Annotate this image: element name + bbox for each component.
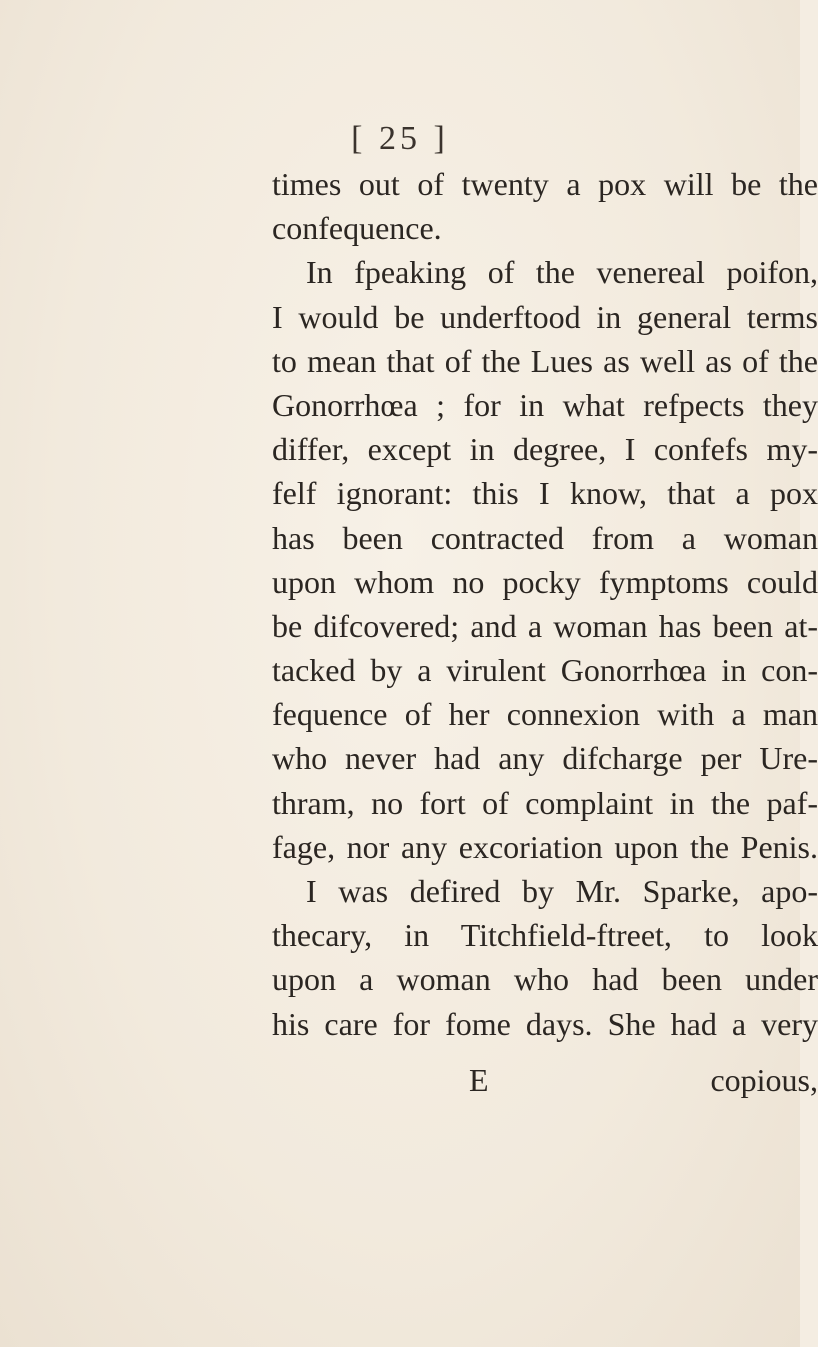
text-line: In fpeaking of the venereal poifon, [306, 254, 818, 291]
signature-mark: E [469, 1062, 489, 1098]
text-line: I would be underftood in general terms [272, 298, 818, 335]
text-line: differ, except in degree, I confefs my- [272, 431, 818, 468]
text-line: upon whom no pocky fymptoms could [272, 563, 818, 600]
text-line: Gonorrhœa ; for in what refpects they [272, 386, 818, 423]
text-line: felf ignorant: this I know, that a pox [272, 475, 818, 512]
page-footer [272, 1058, 818, 1102]
text-line: who never had any difcharge per Ure- [272, 740, 818, 777]
text-line: tacked by a virulent Gonorrhœa in con- [272, 652, 818, 689]
text-line: thecary, in Titchfield-ftreet, to look [272, 917, 818, 954]
text-line: upon a woman who had been under [272, 961, 818, 998]
text-line: I was defired by Mr. Sparke, apo- [306, 873, 818, 909]
body-text [272, 162, 818, 1046]
text-line: his care for fome days. She had a very [272, 1005, 818, 1042]
text-line: fage, nor any excoriation upon the Penis. [272, 828, 818, 865]
text-line: times out of twenty a pox will be the [272, 166, 818, 202]
text-line: be difcovered; and a woman has been at- [272, 607, 818, 644]
text-line: thram, no fort of complaint in the paf- [272, 784, 818, 821]
text-line: fequence of her connexion with a man [272, 696, 818, 733]
text-line: has been contracted from a woman [272, 519, 818, 556]
catchword: copious, [710, 1062, 818, 1098]
text-line: confequence. [272, 210, 442, 247]
text-line: to mean that of the Lues as well as of the [272, 342, 818, 379]
page-number: [ 25 ] [351, 120, 449, 157]
